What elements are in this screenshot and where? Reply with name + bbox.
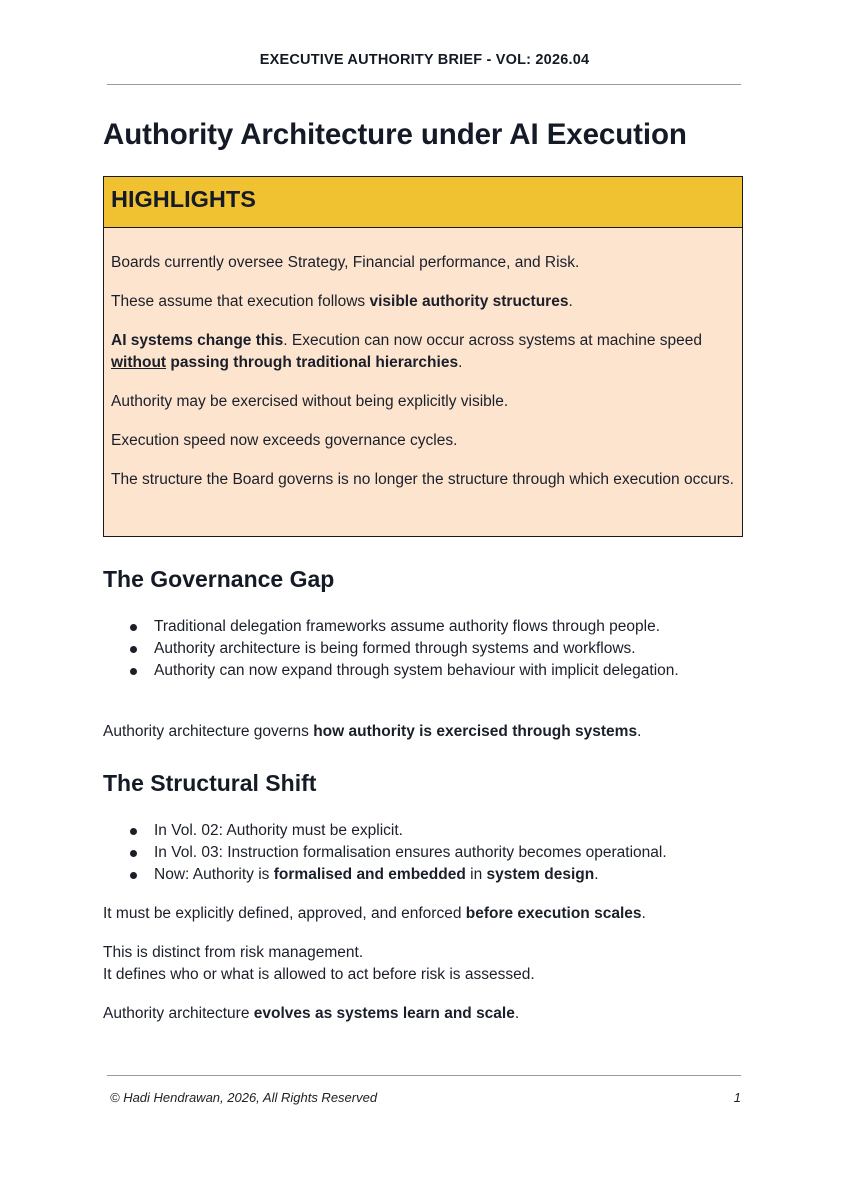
text-run: . xyxy=(568,293,573,310)
text-run: . xyxy=(458,354,463,371)
highlights-paragraph: Boards currently oversee Strategy, Financial performance, and Risk. xyxy=(111,254,580,271)
structural-shift-paragraph xyxy=(103,903,753,925)
text-run: These assume that execution follows xyxy=(111,293,370,310)
highlights-body xyxy=(104,228,742,491)
bold-text: how authority is exercised through systems xyxy=(313,723,638,740)
footer-copyright: © Hadi Hendrawan, 2026, All Rights Reserved xyxy=(110,1090,378,1105)
structural-shift-paragraph xyxy=(103,1003,753,1025)
document-header: EXECUTIVE AUTHORITY BRIEF - VOL: 2026.04 xyxy=(259,52,590,68)
structural-shift-paragraph xyxy=(103,942,753,986)
bold-text: formalised and embedded xyxy=(273,866,466,883)
governance-gap-summary xyxy=(103,721,753,743)
structural-shift-list xyxy=(103,820,753,886)
list-item: Authority architecture is being formed through systems and workflows. xyxy=(103,638,753,660)
header-divider xyxy=(107,84,741,85)
bold-text: AI systems change this xyxy=(111,332,284,349)
page-number: 1 xyxy=(733,1090,741,1105)
highlights-paragraph xyxy=(111,330,735,374)
highlights-paragraph: The structure the Board governs is no longer the structure through which execution occurs. xyxy=(111,471,734,488)
text-run: . xyxy=(514,1005,520,1022)
list-item xyxy=(103,864,753,886)
text-run: . xyxy=(637,723,642,740)
bold-text: passing through traditional hierarchies xyxy=(170,354,459,371)
bold-text: system design xyxy=(486,866,595,883)
highlights-paragraph xyxy=(111,291,735,313)
bold-text: evolves as systems learn and scale xyxy=(253,1005,515,1022)
text-run: Now: Authority is xyxy=(154,866,274,883)
text-run: . xyxy=(594,866,599,883)
text-line: It defines who or what is allowed to act before risk is assessed. xyxy=(103,966,535,983)
text-run: Authority architecture xyxy=(103,1005,254,1022)
highlights-paragraph: Authority may be exercised without being explicitly visible. xyxy=(111,393,509,410)
list-item: Traditional delegation frameworks assume authority flows through people. xyxy=(103,616,753,638)
text-run: It must be explicitly defined, approved, and enforced xyxy=(103,905,466,922)
text-line: This is distinct from risk management. xyxy=(103,944,364,961)
section-heading-structural-shift: The Structural Shift xyxy=(103,770,317,796)
bold-text: before execution scales xyxy=(465,905,642,922)
underlined-bold-text: without xyxy=(111,354,167,371)
highlights-box xyxy=(103,176,743,537)
footer-divider xyxy=(107,1075,741,1076)
text-run: . Execution can now occur across systems at machine speed xyxy=(283,332,702,349)
bold-text: visible authority structures xyxy=(369,293,569,310)
highlights-paragraph: Execution speed now exceeds governance cycles. xyxy=(111,432,458,449)
list-item: In Vol. 02: Authority must be explicit. xyxy=(103,820,753,842)
governance-gap-list xyxy=(103,616,753,682)
text-run: . xyxy=(641,905,646,922)
list-item: In Vol. 03: Instruction formalisation ensures authority becomes operational. xyxy=(103,842,753,864)
page-title: Authority Architecture under AI Execution xyxy=(103,118,687,151)
text-run: in xyxy=(465,866,487,883)
highlights-heading: HIGHLIGHTS xyxy=(104,177,742,228)
text-run: Authority architecture governs xyxy=(103,723,314,740)
list-item: Authority can now expand through system behaviour with implicit delegation. xyxy=(103,660,753,682)
section-heading-governance-gap: The Governance Gap xyxy=(103,566,335,592)
